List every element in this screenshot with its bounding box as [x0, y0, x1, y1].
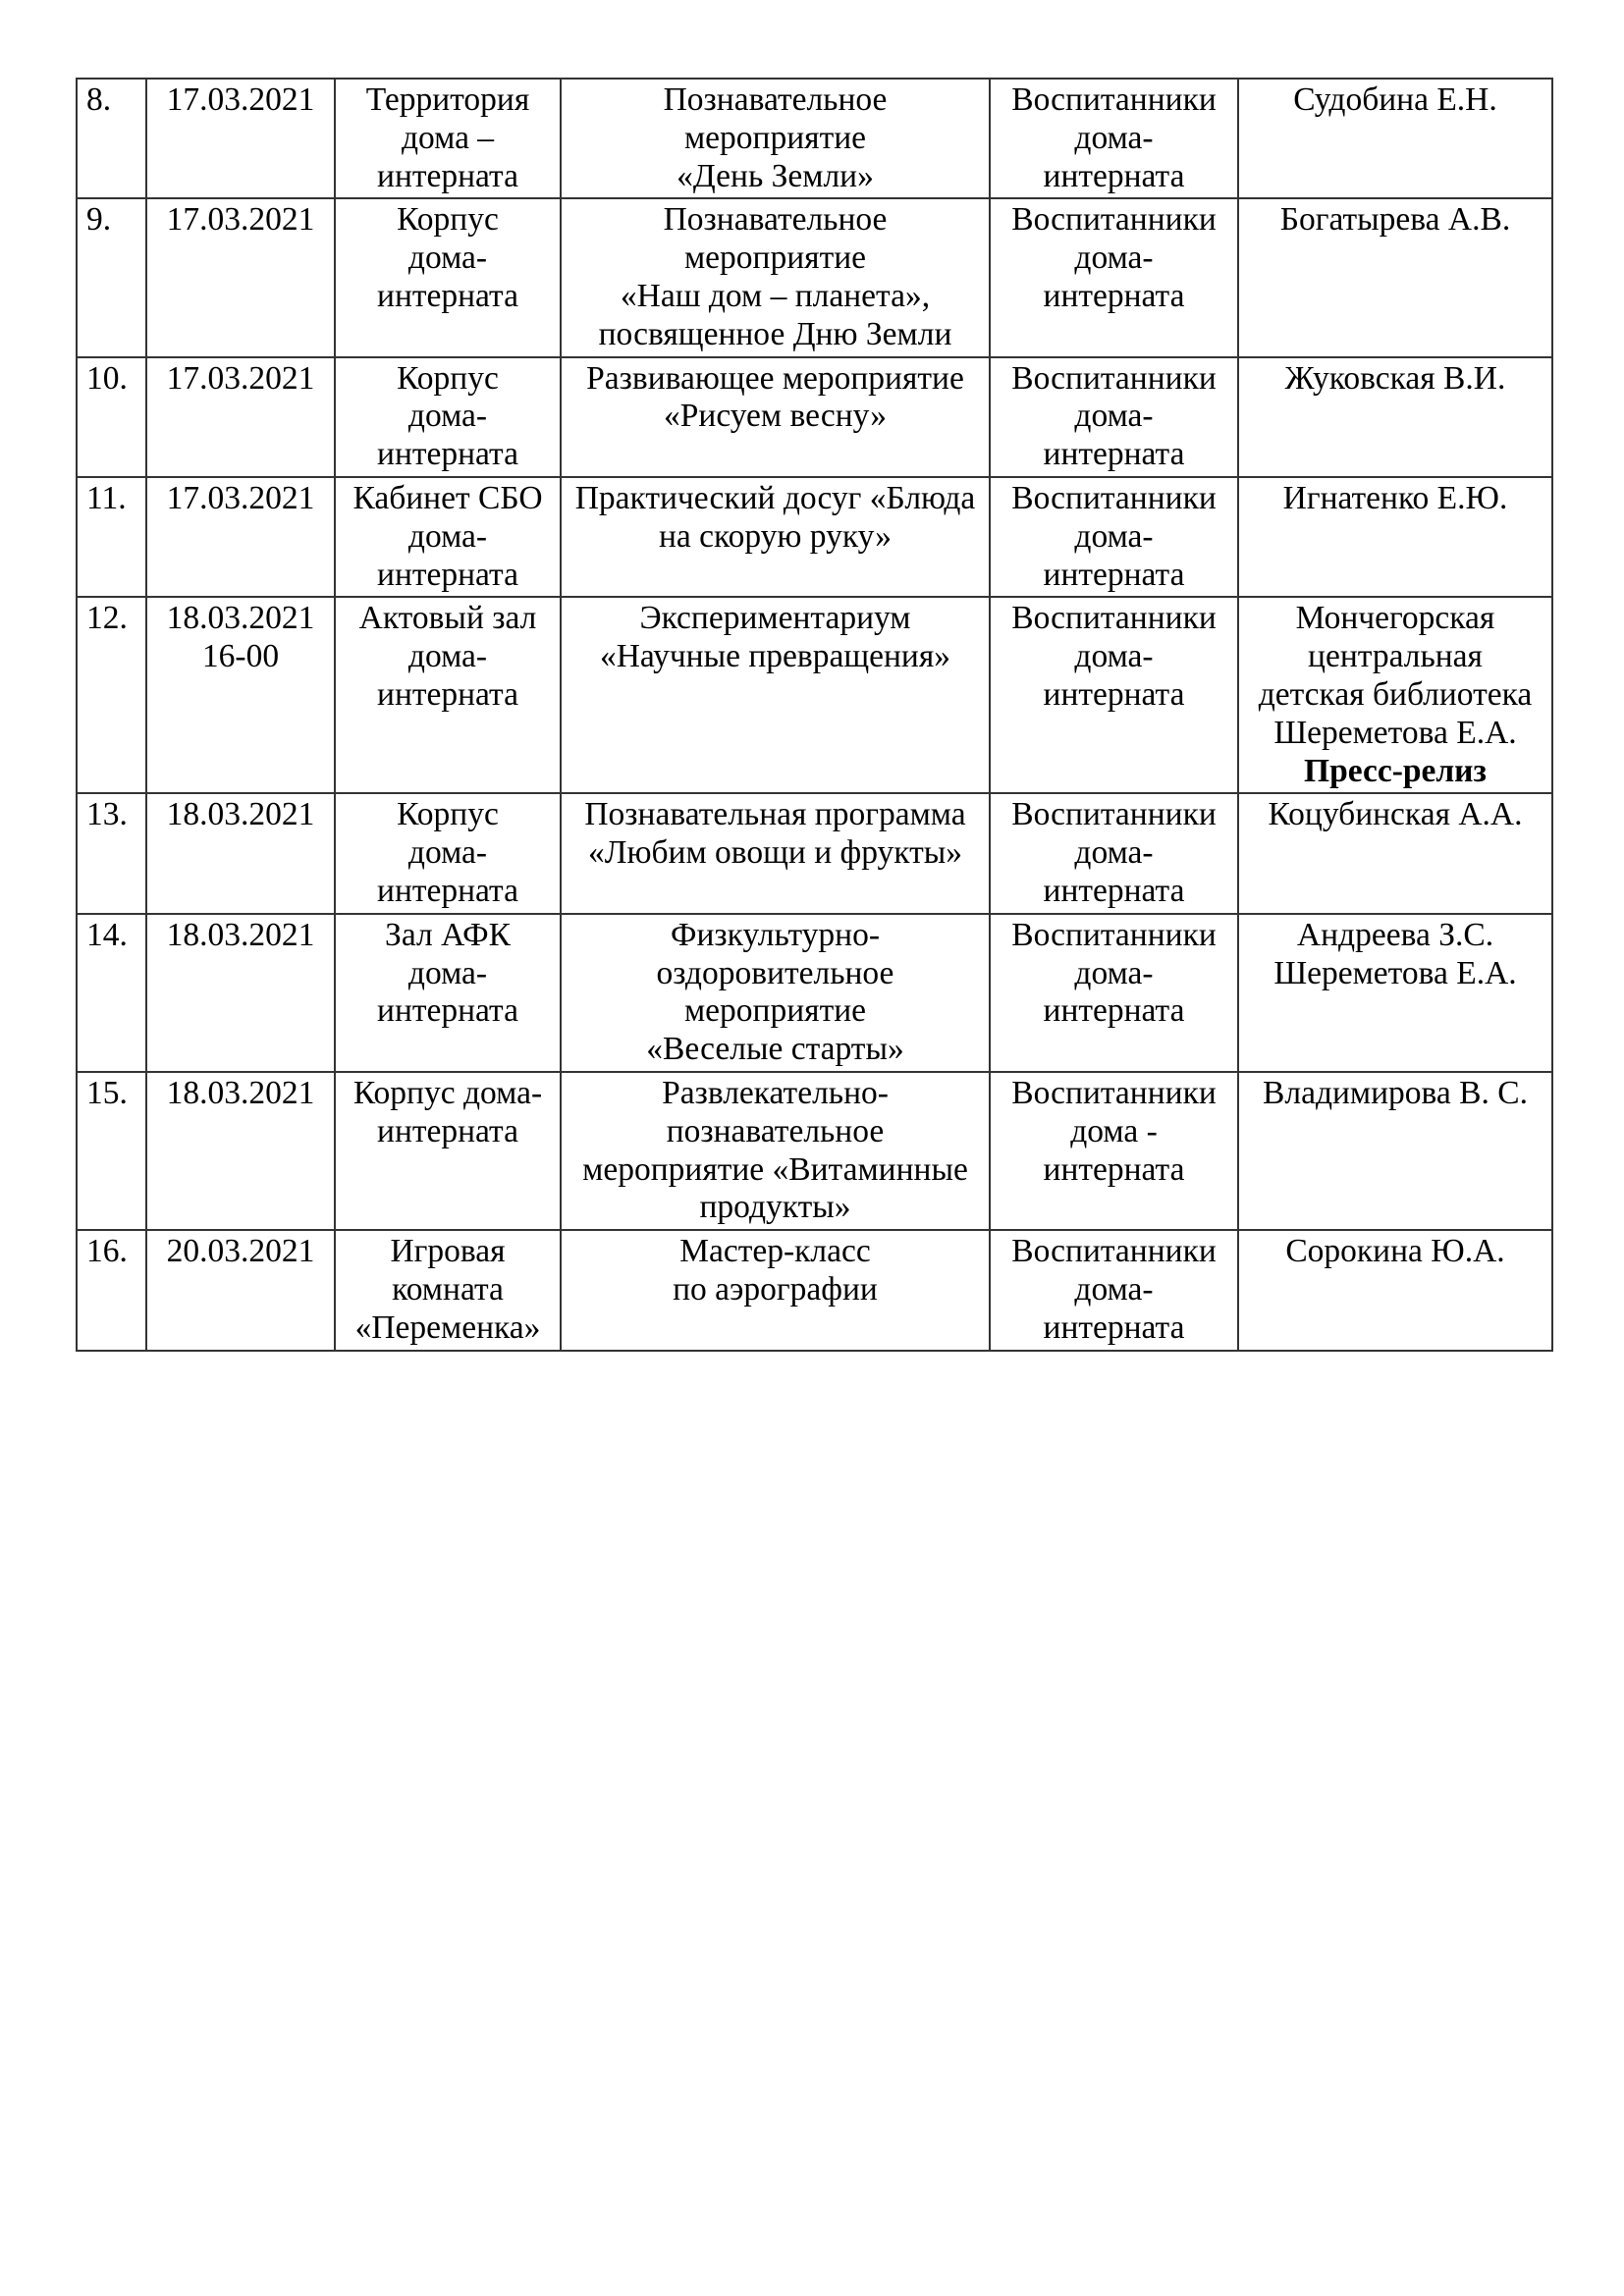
responsible-line: Сорокина Ю.А.	[1285, 1233, 1505, 1270]
event-line: Мастер-класс	[679, 1233, 871, 1270]
cell-place	[335, 1072, 561, 1230]
place-line: дома-	[407, 240, 488, 277]
event-line: мероприятие	[683, 119, 867, 156]
cell-date	[146, 1072, 335, 1230]
event-line: «День Земли»	[677, 157, 874, 194]
cell-participants	[990, 1072, 1238, 1230]
place-line: комната	[392, 1270, 504, 1308]
event-line: «Научные превращения»	[599, 638, 951, 675]
place-line: интерната	[377, 277, 518, 314]
cell-place	[335, 477, 561, 597]
table-row	[77, 597, 1552, 793]
participants-line: Воспитанники	[1011, 479, 1217, 516]
cell-place	[335, 914, 561, 1072]
cell-number	[77, 79, 146, 198]
place-line: «Переменка»	[354, 1308, 541, 1346]
cell-event	[561, 198, 990, 356]
responsible-line: Андреева З.С.	[1296, 916, 1494, 953]
participants-line: интерната	[1043, 992, 1185, 1030]
event-line: посвященное Дню Земли	[598, 315, 952, 352]
participants-line: Воспитанники	[1011, 600, 1217, 637]
event-line: Познавательная программа	[584, 796, 966, 833]
table-row	[77, 79, 1552, 198]
participants-line: Воспитанники	[1011, 81, 1217, 118]
row-number: 14.	[86, 916, 128, 953]
date-line: 17.03.2021	[166, 359, 315, 397]
event-line: Познавательное	[663, 81, 888, 118]
cell-responsible	[1238, 79, 1552, 198]
responsible-line: детская библиотека	[1258, 675, 1533, 713]
event-line: мероприятие	[683, 992, 867, 1030]
participants-line: Воспитанники	[1011, 1233, 1217, 1270]
responsible-line: центральная	[1308, 638, 1483, 675]
participants-line: интерната	[1043, 1308, 1185, 1346]
cell-number	[77, 477, 146, 597]
participants-line: дома-	[1074, 398, 1154, 435]
cell-participants	[990, 1230, 1238, 1350]
event-line: Развлекательно-	[662, 1074, 889, 1111]
cell-responsible	[1238, 198, 1552, 356]
cell-date	[146, 198, 335, 356]
cell-date	[146, 597, 335, 793]
cell-responsible	[1238, 1072, 1552, 1230]
date-line: 18.03.2021	[166, 600, 315, 637]
date-line: 17.03.2021	[166, 479, 315, 516]
cell-participants	[990, 357, 1238, 477]
cell-participants	[990, 597, 1238, 793]
date-line: 18.03.2021	[166, 796, 315, 833]
table-row	[77, 793, 1552, 913]
event-line: «Рисуем весну»	[664, 398, 887, 435]
event-line: Практический досуг «Блюда	[574, 479, 976, 516]
cell-event	[561, 1230, 990, 1350]
cell-place	[335, 198, 561, 356]
participants-line: дома-	[1074, 240, 1154, 277]
event-line: познавательное	[666, 1112, 885, 1149]
participants-line: интерната	[1043, 675, 1185, 713]
cell-number	[77, 357, 146, 477]
participants-line: дома-	[1074, 119, 1154, 156]
cell-responsible	[1238, 914, 1552, 1072]
date-line: 20.03.2021	[166, 1233, 315, 1270]
responsible-line: Богатырева А.В.	[1279, 201, 1511, 239]
press-release-label: Пресс-релиз	[1304, 752, 1487, 789]
place-line: дома –	[401, 119, 495, 156]
participants-line: дома-	[1074, 1270, 1154, 1308]
date-line: 16-00	[201, 638, 280, 675]
cell-number	[77, 1072, 146, 1230]
place-line: дома-	[407, 638, 488, 675]
table-row	[77, 914, 1552, 1072]
cell-participants	[990, 79, 1238, 198]
place-line: Кабинет СБО	[352, 479, 543, 516]
participants-line: дома-	[1074, 638, 1154, 675]
cell-place	[335, 357, 561, 477]
cell-place	[335, 79, 561, 198]
cell-number	[77, 1230, 146, 1350]
place-line: интерната	[377, 436, 518, 473]
place-line: Корпус	[397, 796, 499, 833]
row-number: 15.	[86, 1074, 128, 1111]
place-line: Территория	[365, 81, 530, 118]
cell-event	[561, 793, 990, 913]
date-line: 18.03.2021	[166, 916, 315, 953]
place-line: дома-	[407, 398, 488, 435]
event-line: мероприятие	[683, 240, 867, 277]
place-line: интерната	[377, 556, 518, 593]
cell-place	[335, 597, 561, 793]
row-number: 8.	[86, 81, 112, 118]
responsible-line: Шереметова Е.А.	[1273, 954, 1517, 991]
event-line: по аэрографии	[673, 1270, 878, 1308]
cell-event	[561, 477, 990, 597]
responsible-line: Судобина Е.Н.	[1293, 81, 1497, 118]
responsible-line: Жуковская В.И.	[1284, 359, 1506, 397]
event-line: Познавательное	[663, 201, 888, 239]
place-line: интерната	[377, 157, 518, 194]
row-number: 10.	[86, 359, 128, 397]
place-line: Актовый зал	[358, 600, 537, 637]
row-number: 12.	[86, 600, 128, 637]
participants-line: интерната	[1043, 1150, 1185, 1188]
cell-event	[561, 597, 990, 793]
cell-number	[77, 914, 146, 1072]
cell-date	[146, 914, 335, 1072]
participants-line: дома-	[1074, 954, 1154, 991]
participants-line: интерната	[1043, 436, 1185, 473]
place-line: интерната	[377, 1112, 518, 1149]
event-line: мероприятие «Витаминные	[582, 1150, 968, 1188]
cell-number	[77, 198, 146, 356]
participants-line: Воспитанники	[1011, 201, 1217, 239]
cell-date	[146, 1230, 335, 1350]
row-number: 16.	[86, 1233, 128, 1270]
row-number: 9.	[86, 201, 112, 239]
cell-event	[561, 1072, 990, 1230]
participants-line: Воспитанники	[1011, 796, 1217, 833]
event-line: «Веселые старты»	[646, 1031, 904, 1068]
cell-place	[335, 1230, 561, 1350]
cell-responsible	[1238, 597, 1552, 793]
place-line: дома-	[407, 954, 488, 991]
participants-line: интерната	[1043, 872, 1185, 909]
events-table-body	[77, 79, 1552, 1351]
cell-participants	[990, 793, 1238, 913]
table-row	[77, 357, 1552, 477]
table-row	[77, 1072, 1552, 1230]
cell-date	[146, 793, 335, 913]
place-line: интерната	[377, 992, 518, 1030]
cell-participants	[990, 198, 1238, 356]
cell-responsible	[1238, 1230, 1552, 1350]
cell-responsible	[1238, 357, 1552, 477]
participants-line: Воспитанники	[1011, 1074, 1217, 1111]
responsible-line: Мончегорская	[1295, 600, 1495, 637]
event-line: Экспериментариум	[639, 600, 911, 637]
event-line: на скорую руку»	[658, 517, 893, 555]
participants-line: Воспитанники	[1011, 916, 1217, 953]
participants-line: дома-	[1074, 834, 1154, 872]
event-line: «Наш дом – планета»,	[620, 277, 931, 314]
participants-line: дома-	[1074, 517, 1154, 555]
event-line: Развивающее мероприятие	[586, 359, 964, 397]
event-line: «Любим овощи и фрукты»	[587, 834, 963, 872]
place-line: Корпус	[397, 201, 499, 239]
place-line: дома-	[407, 834, 488, 872]
table-row	[77, 1230, 1552, 1350]
responsible-line: Владимирова В. С.	[1263, 1074, 1528, 1111]
cell-date	[146, 357, 335, 477]
responsible-line: Шереметова Е.А.	[1273, 714, 1517, 751]
cell-number	[77, 597, 146, 793]
participants-line: интерната	[1043, 157, 1185, 194]
place-line: Корпус дома-	[352, 1074, 543, 1111]
place-line: интерната	[377, 675, 518, 713]
place-line: интерната	[377, 872, 518, 909]
cell-responsible	[1238, 793, 1552, 913]
place-line: дома-	[407, 517, 488, 555]
responsible-line: Коцубинская А.А.	[1268, 796, 1523, 833]
event-line: продукты»	[699, 1189, 851, 1226]
participants-line: интерната	[1043, 277, 1185, 314]
cell-event	[561, 914, 990, 1072]
cell-participants	[990, 477, 1238, 597]
place-line: Зал АФК	[385, 916, 511, 953]
place-line: Игровая	[390, 1233, 506, 1270]
cell-responsible	[1238, 477, 1552, 597]
table-row	[77, 198, 1552, 356]
cell-event	[561, 79, 990, 198]
table-row	[77, 477, 1552, 597]
place-line: Корпус	[397, 359, 499, 397]
event-line: Физкультурно-	[671, 916, 880, 953]
cell-number	[77, 793, 146, 913]
responsible-line: Игнатенко Е.Ю.	[1282, 479, 1508, 516]
events-table	[76, 78, 1553, 1352]
cell-date	[146, 477, 335, 597]
cell-event	[561, 357, 990, 477]
cell-date	[146, 79, 335, 198]
date-line: 17.03.2021	[166, 201, 315, 239]
row-number: 11.	[86, 479, 127, 516]
date-line: 18.03.2021	[166, 1074, 315, 1111]
participants-line: интерната	[1043, 556, 1185, 593]
cell-participants	[990, 914, 1238, 1072]
row-number: 13.	[86, 796, 128, 833]
event-line: оздоровительное	[656, 954, 894, 991]
participants-line: Воспитанники	[1011, 359, 1217, 397]
participants-line: дома -	[1070, 1112, 1158, 1149]
date-line: 17.03.2021	[166, 81, 315, 118]
cell-place	[335, 793, 561, 913]
